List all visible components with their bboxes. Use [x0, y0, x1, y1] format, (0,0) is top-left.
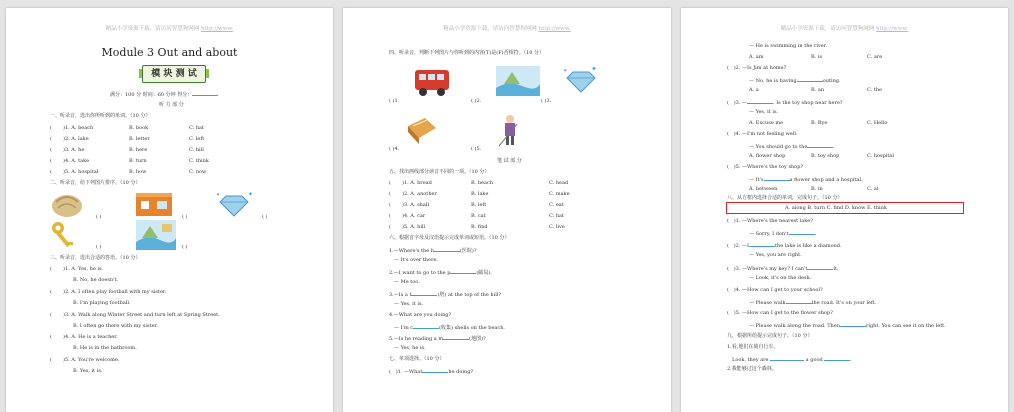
option-a: A. a — [749, 87, 759, 93]
option-b: B. turn — [129, 158, 147, 164]
response-line: — No, he is having outing. — [749, 78, 841, 84]
question-paren[interactable]: ( — [389, 191, 391, 197]
option-c: C. think — [189, 158, 209, 164]
translate-prompt-1: 1.看,他们在骑自行车。 — [727, 344, 779, 350]
option-a: A. Excuse me — [749, 120, 784, 126]
fill-question: ( )4. —How can I get to your school? — [727, 287, 823, 293]
word-box: A. along B. turn C. find D. know E. think — [785, 205, 887, 211]
answer-paren[interactable]: ( ) — [262, 214, 268, 220]
svg-text:✦: ✦ — [591, 65, 597, 73]
option-c: C. the — [867, 87, 883, 93]
question-row: ( — [50, 136, 52, 142]
question-paren[interactable]: ( — [389, 180, 391, 186]
option-a: A. between — [749, 186, 778, 192]
section-2-heading: 二、听录音，给下列图片排序。（10 分） — [50, 180, 141, 186]
picture-label-4[interactable]: ( )4. — [389, 146, 400, 152]
section-4-heading: 四、听录音，判断下列图片与你听到的内容(T)是(F)否相符。（10 分） — [389, 50, 545, 56]
bus-picture — [412, 64, 452, 98]
answer-option: B. No, he doesn't. — [73, 277, 119, 283]
page-header: 精品小学资源下载，请访问智慧狗网网 http://www. — [443, 26, 571, 32]
question-paren[interactable]: ( — [389, 369, 396, 375]
option-b: B. find — [471, 224, 488, 230]
fill-question: ( )3. —Where's my key? I can't it. — [727, 266, 839, 272]
module-test-banner: 模 块 测 试 — [142, 65, 206, 83]
question-paren[interactable]: ( — [727, 243, 734, 249]
section-5-heading: 五、找出画线部分读音不同的一项。（10 分） — [389, 169, 490, 175]
answer-blank[interactable] — [443, 334, 469, 340]
page-title: Module 3 Out and about — [101, 46, 238, 59]
response-line: — I'm c (收集) shells on the beach. — [394, 325, 506, 331]
response-line: — Yes, it is. — [394, 301, 424, 307]
option-b: B. Bye — [811, 120, 828, 126]
question-paren[interactable]: ( — [727, 287, 734, 293]
header-link[interactable]: http://www. — [876, 26, 909, 32]
option-a: )3. A. shall — [402, 202, 430, 208]
option-c: C. live — [549, 224, 565, 230]
fill-question: ( )1. —Where's the nearest lake? — [727, 218, 813, 224]
option-b: B. toy shop — [811, 153, 840, 159]
worksheet-page-2 — [343, 8, 671, 412]
option-b: B. an — [811, 87, 825, 93]
option-c: C. at — [867, 186, 879, 192]
section-8-heading: 八、从方框内选择合适的单词，完成句子。（10 分） — [727, 195, 843, 201]
response-line: — He is swimming in the river. — [749, 43, 828, 49]
response-line: — It's over there. — [394, 257, 439, 263]
response-line: — Please walk along the road. Then right. You can see it on the left. — [749, 323, 946, 329]
picture-label-2[interactable]: ( )2. — [471, 98, 482, 104]
option-a: )1. A. beach — [63, 125, 94, 131]
option-c: C. hat — [549, 213, 565, 219]
response-line: — Please walk the road. It's on your left. — [749, 300, 877, 306]
answer-blank[interactable] — [807, 142, 833, 148]
answer-blank[interactable] — [824, 355, 850, 361]
option-c: C. now — [189, 169, 207, 175]
option-b: B. lake — [471, 191, 489, 197]
fill-question: ( )2. —I the lake is like a diamond. — [727, 243, 842, 249]
question-paren[interactable]: ( — [727, 310, 734, 316]
answer-blank[interactable] — [413, 323, 439, 329]
question-paren[interactable]: ( — [727, 131, 734, 137]
option-a: A. am — [749, 54, 764, 60]
answer-blank[interactable] — [764, 175, 790, 181]
question-paren[interactable]: ( — [727, 266, 734, 272]
picture-label-1[interactable]: ( )1. — [389, 98, 400, 104]
question-paren[interactable]: ( — [727, 100, 734, 106]
option-b: B. here — [129, 147, 148, 153]
answer-option: )4. A. He is a teacher. — [63, 334, 118, 340]
question-paren[interactable]: ( — [727, 65, 734, 71]
answer-option: )1. A. Yes, he is. — [63, 266, 104, 272]
question-row: ( — [50, 147, 52, 153]
mc-question: ( )4. —I'm not feeling well. — [727, 131, 798, 137]
mc-question-1: ( )1. —What he doing? — [389, 369, 474, 375]
question-paren[interactable]: ( — [50, 266, 52, 272]
question-paren[interactable]: ( — [389, 202, 391, 208]
fill-question: 4.—What are you doing? — [389, 312, 452, 318]
answer-option: B. I often go there with my sister. — [73, 323, 158, 329]
answer-option: B. He is in the bathroom. — [73, 345, 137, 351]
section-3-heading: 三、听录音，选出合适的答语。（10 分） — [50, 255, 141, 261]
book-picture — [405, 114, 439, 148]
translate-answer-1: Look, they are a good . — [732, 357, 852, 363]
picture-label-3[interactable]: ( )3. — [541, 98, 552, 104]
lake-picture — [496, 66, 540, 96]
bread-picture — [50, 188, 84, 220]
option-c: C. eat — [549, 202, 564, 208]
option-c: C. make — [549, 191, 570, 197]
option-b: B. how — [129, 169, 147, 175]
score-line: 满分：100 分 时间：60 分钟 得分： — [110, 90, 218, 98]
mc-question: ( )2. —Is Jim at home? — [727, 65, 787, 71]
svg-text:✦: ✦ — [563, 68, 568, 74]
svg-text:✦: ✦ — [248, 191, 254, 198]
option-a: )4. A. car — [402, 213, 426, 219]
answer-blank[interactable] — [434, 246, 460, 252]
picture-label-5[interactable]: ( )5. — [471, 146, 482, 152]
fill-question: ( )5. —How can I get to the flower shop? — [727, 310, 833, 316]
answer-blank[interactable] — [411, 290, 437, 296]
option-b: B. book — [129, 125, 149, 131]
option-c: C. hat — [189, 125, 205, 131]
translate-prompt-2: 2.我能够过这个森林。 — [727, 366, 777, 372]
question-paren[interactable]: ( — [389, 224, 391, 230]
answer-option: )3. A. Walk along Winter Street and turn left at Spring Street. — [63, 312, 220, 318]
response-line: — Yes, it is. — [749, 109, 779, 115]
option-b: B. letter — [129, 136, 150, 142]
answer-option: )2. A. I often play football with my sister. — [63, 289, 167, 295]
option-a: )2. A. lake — [63, 136, 89, 142]
answer-blank[interactable] — [840, 321, 866, 327]
option-a: )1. A. bread — [402, 180, 432, 186]
answer-blank[interactable] — [422, 367, 448, 373]
option-c: C. are — [867, 54, 883, 60]
header-link[interactable]: http://www. — [538, 26, 571, 32]
listening-label: 听 力 部 分 — [159, 102, 184, 108]
question-paren[interactable]: ( — [50, 289, 52, 295]
answer-paren[interactable]: ( ) — [96, 214, 102, 220]
key-picture — [50, 220, 78, 250]
response-line: — You should go to the . — [749, 144, 835, 150]
question-row: ( — [50, 158, 52, 164]
option-a: )3. A. he — [63, 147, 85, 153]
svg-text:✦: ✦ — [216, 192, 221, 198]
fill-question: 5.—Is he reading a m (地图)? — [389, 336, 486, 342]
answer-blank[interactable] — [789, 229, 815, 235]
lake-picture — [136, 220, 176, 250]
answer-blank[interactable] — [786, 298, 812, 304]
answer-blank[interactable] — [747, 98, 773, 104]
header-link[interactable]: http://www. — [201, 26, 234, 32]
fill-question: 2.—I want to go to the p (邮局). — [389, 270, 492, 276]
response-line: — Sorry, I don't . — [749, 231, 817, 237]
answer-option: B. I'm playing football. — [73, 300, 131, 306]
question-row: ( — [50, 125, 52, 131]
page-header: 精品小学资源下载，请访问智慧狗网网 http://www. — [105, 26, 234, 32]
mc-question: ( )5. —Where's the toy shop? — [727, 164, 804, 170]
answer-option: )5. A. You're welcome. — [63, 357, 120, 363]
post-office-picture — [133, 188, 175, 218]
answer-blank[interactable] — [807, 264, 833, 270]
answer-paren[interactable]: ( ) — [96, 244, 102, 250]
answer-paren[interactable]: ( ) — [182, 244, 188, 250]
section-6-heading: 六、根据首字母及汉语提示完成单词或短语。（10 分） — [389, 235, 510, 241]
response-line: — It's a flower shop and a hospital. — [749, 177, 863, 183]
question-paren[interactable]: ( — [50, 357, 52, 363]
question-paren[interactable]: ( — [389, 213, 391, 219]
page-header: 精品小学资源下载，请访问智慧狗网网 http://www. — [780, 26, 909, 32]
cleaning-picture — [495, 112, 525, 148]
option-c: C. head — [549, 180, 569, 186]
option-b: B. in — [811, 186, 823, 192]
answer-blank[interactable] — [797, 76, 823, 82]
section-7-heading: 七、单项选择。（10 分） — [389, 356, 445, 362]
response-line: — Yes, you are right. — [749, 252, 802, 258]
question-paren[interactable]: ( — [727, 218, 734, 224]
question-paren[interactable]: ( — [50, 334, 52, 340]
option-a: )4. A. take — [63, 158, 90, 164]
diamond-picture — [214, 190, 254, 218]
fill-question: 1.—Where's the h (医院)? — [389, 248, 477, 254]
option-b: B. left — [471, 202, 487, 208]
option-a: A. flower shop — [749, 153, 786, 159]
option-a: )5. A. hill — [402, 224, 426, 230]
answer-blank[interactable] — [749, 241, 775, 247]
answer-option: B. Yes, it is. — [73, 368, 103, 374]
mc-question: ( )3. — . Is the toy shop near here? — [727, 100, 843, 106]
answer-blank[interactable] — [770, 355, 804, 361]
worksheet-page-1 — [6, 8, 333, 412]
section-1-heading: 一、听录音，选出你所听到的单词。（10 分） — [50, 113, 151, 119]
question-paren[interactable]: ( — [50, 312, 52, 318]
fill-question: 3.—Is a t (塔) at the top of the hill? — [389, 292, 502, 298]
option-c: C. Hello — [867, 120, 888, 126]
answer-blank[interactable] — [450, 268, 476, 274]
option-c: C. left — [189, 136, 205, 142]
option-c: C. hospital — [867, 153, 895, 159]
option-b: B. cat — [471, 213, 486, 219]
response-line: — Yes, he is. — [394, 345, 426, 351]
diamond-picture — [561, 64, 601, 96]
question-paren[interactable]: ( — [727, 164, 734, 170]
option-b: B. is — [811, 54, 823, 60]
answer-paren[interactable]: ( ) — [182, 214, 188, 220]
question-row: ( — [50, 169, 52, 175]
worksheet-page-3 — [681, 8, 1008, 412]
response-line: — Me too. — [394, 279, 420, 285]
option-b: B. beach — [471, 180, 494, 186]
option-a: )5. A. hospital — [63, 169, 99, 175]
section-9-heading: 九、根据所给提示完成句子。（10 分） — [727, 333, 813, 339]
response-line: — Look, it's on the desk. — [749, 275, 812, 281]
option-a: )2. A. another — [402, 191, 437, 197]
written-label: 笔 试 部 分 — [497, 158, 522, 164]
option-c: C. hill — [189, 147, 204, 153]
